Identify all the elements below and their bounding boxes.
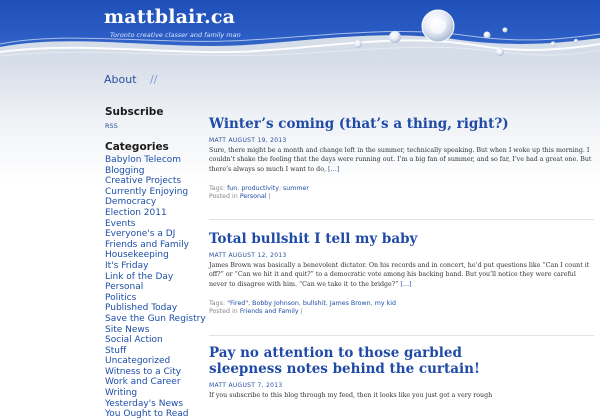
category-link[interactable]: Social Action (105, 335, 163, 346)
post-excerpt-text: James Brown was basically a benevolent dictator. On his records and in concert, he’d put questions like “Can I count it off?” or “Can we hit it and quit?” to a democratic vote among his backing band. But you’ll notice they were careful never to disagree with him. “Can we take it to the bridge?” (209, 262, 590, 288)
category-link[interactable]: Save the Gun Registry (105, 313, 206, 324)
tag-separator: , (325, 299, 328, 307)
post-tags (209, 185, 594, 192)
post-meta: MATT AUGUST 19, 2013 (209, 137, 287, 144)
category-link[interactable]: Yesterday's News (105, 398, 184, 409)
tag-separator: , (278, 184, 281, 192)
post-title[interactable]: Total bullshit I tell my baby (209, 231, 418, 247)
category-link[interactable]: Housekeeping (105, 250, 169, 261)
post-category-line (209, 193, 594, 200)
category-link[interactable]: It's Friday (105, 260, 149, 271)
tag-separator: , (298, 299, 301, 307)
post-footer-separator: | (300, 307, 303, 315)
post-tags (209, 300, 594, 307)
tag-link[interactable]: James Brown (329, 299, 371, 307)
tags-label: Tags: (209, 299, 226, 307)
post-entry (209, 116, 594, 200)
category-link[interactable]: Election 2011 (105, 207, 167, 218)
tag-link[interactable]: bullshit (302, 299, 326, 307)
post-meta: MATT AUGUST 12, 2013 (209, 252, 287, 259)
posted-in-label: Posted in (209, 192, 238, 200)
post-meta: MATT AUGUST 7, 2013 (209, 382, 283, 389)
site-title[interactable]: mattblair.ca (104, 6, 236, 28)
category-link[interactable]: Blogging (105, 165, 145, 176)
post-excerpt (209, 261, 594, 289)
post-divider (209, 219, 594, 220)
nav-separator: // (150, 73, 158, 86)
post-excerpt-text: If you subscribe to this blog through my feed, then it looks like you just got a very rough (209, 392, 493, 399)
post-divider (209, 335, 594, 336)
read-more-link[interactable]: […] (400, 280, 412, 288)
category-link[interactable]: Events (105, 218, 136, 229)
tag-link[interactable]: summer (282, 184, 309, 192)
sidebar (105, 106, 206, 420)
categories-list (105, 155, 206, 420)
category-link[interactable]: Uncategorized (105, 356, 171, 367)
header-swoosh-graphic (0, 0, 600, 62)
tags-label: Tags: (209, 184, 226, 192)
post-entry (209, 231, 594, 315)
category-link[interactable]: Personal (105, 282, 144, 293)
category-link[interactable]: Witness to a City (105, 366, 182, 377)
post-title[interactable]: Winter’s coming (that’s a thing, right?) (209, 116, 509, 132)
category-link[interactable]: Politics (105, 292, 137, 303)
category-link[interactable]: Published Today (105, 303, 178, 314)
tag-link[interactable]: productivity (241, 184, 279, 192)
category-link[interactable]: Creative Projects (105, 176, 182, 187)
category-link[interactable]: You Ought to Read (105, 409, 189, 420)
category-link[interactable]: Work and Career (105, 377, 181, 388)
nav-about-link[interactable]: About (104, 73, 137, 86)
post-excerpt-text: Sure, there might be a month and change left in the summer, technically speaking. But when I woke up this morning. I couldn’t shake the feeling that the days were running out. I’m a big fan of summer, and so far, I’ve had a great one. But there’s always so much I want to do, (209, 147, 592, 173)
post-excerpt (209, 146, 594, 174)
main-nav (104, 73, 157, 86)
category-link[interactable]: Currently Enjoying (105, 186, 189, 197)
subscribe-heading: Subscribe (105, 106, 164, 118)
post-category-line (209, 308, 594, 315)
category-link[interactable]: Stuff (105, 345, 127, 356)
tag-link[interactable]: "Fired" (227, 299, 249, 307)
site-header (0, 0, 600, 62)
post-excerpt (209, 391, 594, 400)
categories-heading: Categories (105, 141, 169, 153)
category-link[interactable]: Babylon Telecom (105, 155, 182, 165)
rss-link[interactable]: RSS (105, 122, 118, 130)
post-title[interactable]: Pay no attention to those garbled sleepness notes behind the curtain! (209, 345, 480, 377)
category-link[interactable]: Friends and Family (105, 239, 189, 250)
post-category-link[interactable]: Personal (239, 192, 267, 200)
post-footer-separator: | (268, 192, 271, 200)
tag-separator: , (370, 299, 373, 307)
tag-link[interactable]: Bobby Johnson (252, 299, 299, 307)
tag-separator: , (248, 299, 251, 307)
tag-link[interactable]: fun (227, 184, 238, 192)
post-category-link[interactable]: Friends and Family (239, 307, 299, 315)
tag-separator: , (237, 184, 240, 192)
tag-link[interactable]: my kid (374, 299, 396, 307)
read-more-link[interactable]: […] (328, 165, 340, 173)
site-tagline: Toronto creative classer and family man (110, 31, 241, 39)
category-link[interactable]: Link of the Day (105, 271, 174, 282)
posted-in-label: Posted in (209, 307, 238, 315)
category-link[interactable]: Democracy (105, 197, 157, 208)
category-link[interactable]: Everyone's a DJ (105, 229, 176, 240)
category-link[interactable]: Writing (105, 388, 138, 399)
category-link[interactable]: Site News (105, 324, 150, 335)
post-entry (209, 345, 594, 400)
